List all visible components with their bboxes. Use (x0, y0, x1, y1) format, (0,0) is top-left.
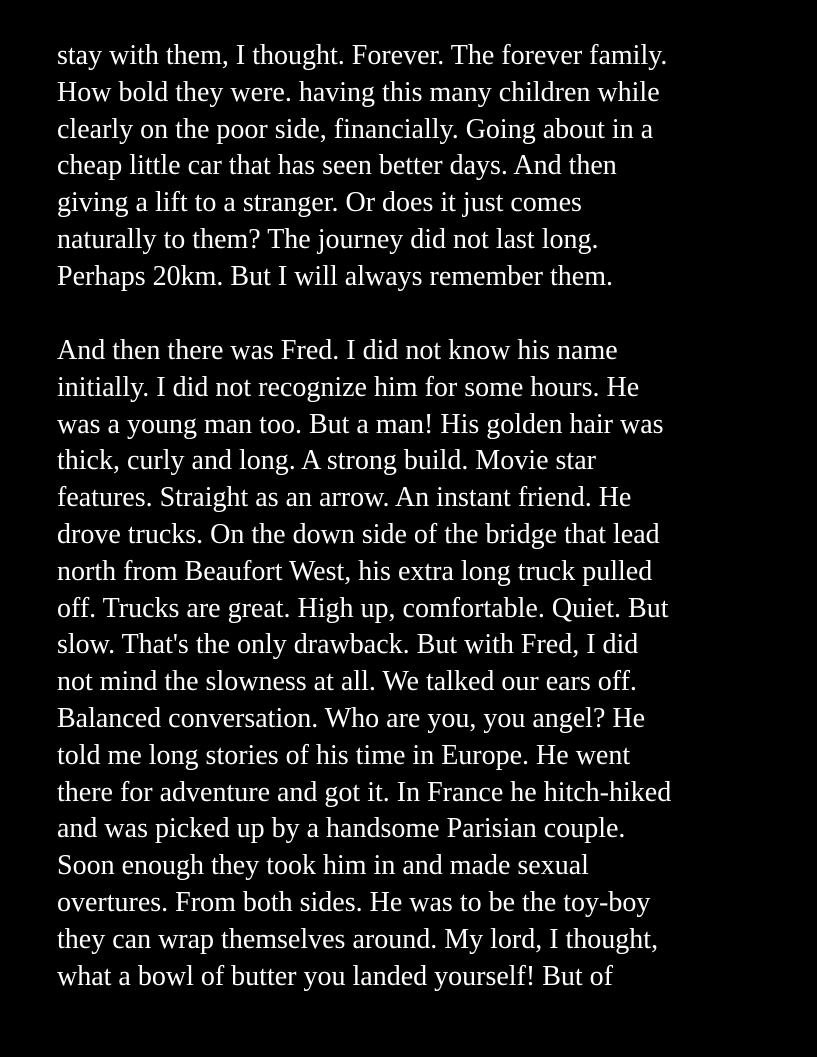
paragraph-1 (57, 38, 667, 296)
paragraph-line: was a young man too. But a man! His golden hair was (57, 408, 664, 440)
paragraph-line: drove trucks. On the down side of the bridge that lead (57, 518, 660, 550)
paragraph-line: slow. That's the only drawback. But with Fred, I did (57, 629, 639, 661)
paragraph-line: cheap little car that has seen better days. And then (57, 150, 617, 182)
paragraph-line: there for adventure and got it. In France he hitch-hiked (57, 776, 672, 808)
paragraph-line: clearly on the poor side, financially. Going about in a (57, 113, 654, 145)
paragraph-line: thick, curly and long. A strong build. Movie star (57, 445, 596, 477)
paragraph-line: overtures. From both sides. He was to be the toy-boy (57, 886, 651, 918)
paragraph-line: told me long stories of his time in Europe. He went (57, 739, 631, 771)
paragraph-2 (57, 333, 671, 995)
paragraph-line: How bold they were. having this many children while (57, 76, 660, 108)
paragraph-line: stay with them, I thought. Forever. The forever family. (57, 40, 668, 71)
paragraph-line: features. Straight as an arrow. An instant friend. He (57, 482, 632, 514)
paragraph-line: off. Trucks are great. High up, comfortable. Quiet. But (57, 592, 669, 624)
paragraph-line: Soon enough they took him in and made sexual (57, 850, 589, 882)
paragraph-line: naturally to them? The journey did not last long. (57, 223, 599, 255)
paragraph-line: Balanced conversation. Who are you, you angel? He (57, 702, 646, 734)
paragraph-line: And then there was Fred. I did not know his name (57, 335, 618, 366)
paragraph-line: giving a lift to a stranger. Or does it just comes (57, 187, 582, 219)
paragraph-line: north from Beaufort West, his extra long truck pulled (57, 555, 653, 587)
paragraph-line: Perhaps 20km. But I will always remember them. (57, 260, 613, 292)
paragraph-line: and was picked up by a handsome Parisian couple. (57, 813, 626, 845)
paragraph-line: they can wrap themselves around. My lord, I thought, (57, 923, 659, 955)
paragraph-line: what a bowl of butter you landed yourself! But of (57, 960, 613, 992)
paragraph-line: not mind the slowness at all. We talked our ears off. (57, 666, 637, 698)
paragraph-line: initially. I did not recognize him for some hours. He (57, 371, 640, 403)
